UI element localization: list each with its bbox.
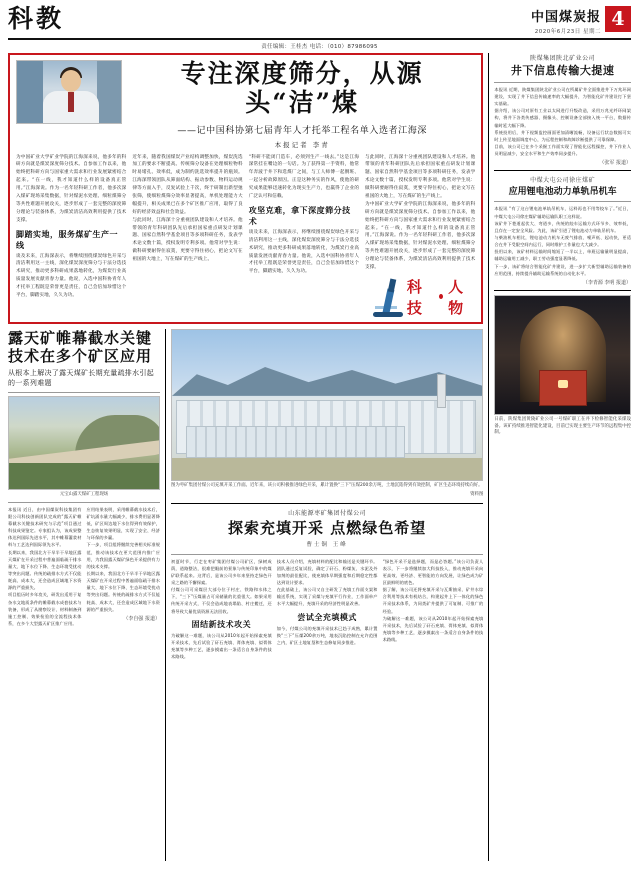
page-number: 4	[605, 6, 631, 32]
masthead-right	[531, 6, 631, 35]
logo-text-right: 人物	[448, 277, 466, 317]
paper-identity	[531, 6, 601, 35]
paragraph: 如今，付煤公司的充填开采技术已趋于成熟，累计置换“三下”压煤200余万吨，地表沉陷控制在允许范围之内，矿区土地复垦和生态修复同步推进。	[276, 625, 378, 645]
paragraph: “科研不能闭门造车，必须到生产一线去。”这是江海深常挂在嘴边的一句话。为了获得第一手资料，他常年奔波于井下和选煤厂之间，与工人师傅一起倒班、一起分析故障原因。正是这种务实的作风，使他的研究成果能够迅速转化为现实生产力，也赢得了企业的广泛认可和信赖。	[248, 154, 360, 199]
paragraph: 应用结果表明，采用帷幕截水技术后，矿坑涌水量大幅减少，排水费用显著降低，矿区周边地下水位得到有效保护，生态恢复效果明显，实现了安全、经济与环保的多赢。	[86, 506, 160, 541]
right-item-2-sign: （李青源 李明 报道）	[582, 279, 631, 286]
article-left-columns	[8, 506, 160, 627]
paragraph: 与柴油机车相比，锂电池动力机车无废气排放、噪声低、起动快，更适合在井下受限空间内运行，同时维护工作量也大大减少。	[494, 234, 631, 248]
paragraph: 本报讯 “有了这台锂电池单轨吊机车，运料再也不用等绞车了。”近日，中煤大屯公司徐庄煤矿辅助运输队职工这样说。	[494, 206, 631, 219]
paragraph: 项目组历时多年攻关，研发出适用于复杂水文地质条件的帷幕截水成套技术与装备，形成了从勘察设计、材料制备到施工控制、效果检验的全流程技术体系，在多个大型露天矿区推广应用。	[8, 592, 82, 626]
article-center-headline: 探索充填开采 点燃绿色希望	[228, 518, 427, 537]
paragraph: 付煤公司可采煤层大部分位于村庄、铁路和水体之下，“三下”压煤量占可采储量的比重很大。如果采用传统开采方式，不仅会造成地表塌陷、村庄搬迁，还将导致大量优质资源无法回收。	[171, 587, 272, 614]
feature-col-3	[249, 154, 359, 318]
paragraph: 长期以来，我国北方干旱半干旱地区露天煤矿在开采过程中普遍面临疏干排水量大、地下水位下降、生态环境受扰动等突出问题。传统的疏排水方式不仅能耗高、成本大，还会造成区域地下水资源的严重损失。	[86, 570, 160, 612]
feature-headline: 专注深度筛分，从源头“洁”煤	[180, 59, 424, 117]
paragraph: 长期以来，我国北方干旱半干旱地区露天煤矿在开采过程中普遍面临疏干排水量大、地下水位下降、生态环境受扰动等突出问题。传统的疏排水方式不仅能耗高、成本大，还会造成区域地下水资源的严重损失。	[8, 549, 82, 591]
right-item-1-headline: 井下信息传输大提速	[510, 64, 615, 77]
right-item-2	[494, 175, 631, 286]
article-center	[171, 329, 483, 861]
right-rail-photo-caption: 日前，陕煤集团黄陵矿业公司一号煤矿职工在井下检修智能化采煤设备。该矿持续推进智能化建设，目前已实现主要生产环节的远程集中控制。	[494, 416, 631, 436]
paragraph: 本报讯 近日，由中国煤炭科技集团有限公司科技创新团队完成的“露天矿帷幕截水关键技术研究与示范”项目通过科技成果鉴定。专家组认为，该成果整体达到国际先进水平，其中帷幕灌浆材料与工艺达到国际领先水平。	[8, 506, 82, 548]
article-left-sign: （李自强 报道）	[123, 615, 160, 622]
right-item-1-kicker: 陕煤集团陕北矿业公司	[530, 55, 596, 62]
article-left-col-1	[8, 506, 82, 627]
column-logo	[365, 276, 475, 318]
feature-text-columns	[16, 154, 475, 318]
lower-articles	[8, 329, 483, 861]
article-center-col-1	[171, 558, 272, 661]
paragraph: 系统投用后，井下视频监控画面更加清晰流畅，设备运行状态数据可实时上传至地面调度中心，为远程控制和故障诊断提供了可靠保障。	[494, 129, 631, 142]
right-item-1-sign: （张军 报道）	[599, 160, 631, 167]
article-center-col-3	[383, 558, 484, 661]
article-left-deck: 从根本上解决了露天煤矿长期充量疏排水引起的一系列难题	[8, 368, 154, 388]
paragraph: 本报讯 近期，陕煤集团陕北矿业公司在所属矿井全面推进井下万兆环网建设，实现了井下信息传输速率的大幅提升，为智能化矿井建设打下坚实基础。	[494, 86, 631, 107]
logo-separator-dot	[439, 294, 443, 299]
feature-subhead-2: 攻坚克难，拿下深度筛分技术	[248, 205, 351, 226]
paper-date: 2020年6月23日 星期二	[534, 29, 601, 35]
feature-header	[16, 60, 475, 149]
article-left-photo	[8, 396, 160, 490]
paragraph: 与此同时，江海深十分重视团队建设和人才培养。他带领的青年科研团队先后承担国家重点研发计划课题、国家自然科学基金项目等多项科研任务，发表学术论文数十篇，授权发明专利多项。他常对学生说：做科研要耐得住寂寞，更要守得住初心，把论文写在祖国的大地上，写在煤矿的生产线上。	[132, 217, 243, 263]
article-center-columns	[171, 558, 483, 661]
feature-col-1	[16, 154, 126, 318]
article-center-subhead-1: 固结新技术攻关	[191, 619, 252, 629]
paragraph: 下一步，项目组将继续完善相关标准规范，推动该技术在更大范围内推广应用，为我国露天煤矿绿色开采提供有力的技术支撑。	[86, 542, 160, 569]
paragraph: 为中国矿业大学矿业学院的江海深来说，他多年的科研方向就是煤炭深度筛分技术。自参加工作以来，他始终把科研方向与国家重大需求和行业发展紧密结合起来。“在一线，我才知道什么样的设备真正管用。”江海深说。作为一名年轻科研工作者，他多次深入煤矿现场采集数据，针对煤泥水处理、细粒煤筛分等共性难题开展攻关，逐步形成了一套完整的深度筛分理论与装备体系，为煤炭清洁高效利用提供了技术支撑。	[16, 154, 127, 223]
microscope-icon	[365, 277, 402, 317]
paragraph: 该矿井下巷道起伏大、弯道多，传统的绞车运输方式环节多、效率低，且存在一定安全风险。为此，该矿引进了锂电池动力单轨吊机车。	[494, 220, 631, 233]
paragraph: 与此同时，江海深十分重视团队建设和人才培养。他带领的青年科研团队先后承担国家重点研发计划课题、国家自然科学基金项目等多项科研任务，发表学术论文数十篇，授权发明专利多项。他常对学生说：做科研要耐得住寂寞，更要守得住初心，把论文写在祖国的大地上，写在煤矿的生产线上。	[365, 154, 476, 199]
paragraph: 近年来，随着我国煤炭产业结构调整加快，煤炭洗选加工的要求不断提高。传统筛分设备在处理细粒物料时易堵孔、效率低，成为制约洗选效率提升的瓶颈。江海深带领团队从筛面结构、振动参数、物料运动规律等方面入手，反复试验上千次，终于研制出新型弛张筛，使细粒煤筛分效率显著提高，单机处理能力大幅提升，相关成果已在多个矿区推广应用，取得了良好的经济效益和社会效益。	[132, 154, 243, 215]
feature-subhead-1: 脚踏实地，服务煤矿生产一线	[16, 229, 118, 250]
article-center-photo-caption: 图为枣矿集团付煤公司充填开采工作面。近年来，该公司积极推进绿色开采，累计置换“三下”压煤200余万吨，土地沉陷得到有效控制，矿区生态环境持续向好。	[171, 482, 483, 488]
article-left-col-2	[87, 506, 161, 627]
editor-credits: 责任编辑：王桂杰 电话：（010）87986095	[261, 44, 378, 50]
paragraph: 为破解这一难题，该公司从2010年起开始探索充填开采技术，先后试验了矸石充填、膏体充填、似膏体充填等多种工艺，逐步摸索出一条适合自身条件的技术路线。	[171, 632, 272, 660]
masthead	[8, 6, 631, 40]
right-item-2-kicker: 中煤大屯公司徐庄煤矿	[530, 177, 596, 185]
logo-text-left: 科技	[406, 277, 424, 317]
paragraph: 技术人员介绍，充填材料的配比和输送是关键环节。团队通过反复试验，确定了矸石、粉煤灰、水泥及外加剂的最佳配比，使充填体早期强度和后期稳定性都达到设计要求。	[276, 558, 378, 585]
feature-byline: 本报记者 李青	[274, 140, 330, 149]
paragraph: 在此基础上，该公司又自主研发了充填工作面支架和输送系统，实现了采煤与充填平行作业，工作面单产水平大幅提升，充填开采的经济性明显改善。	[276, 587, 378, 607]
page-body	[8, 53, 631, 861]
feature-col-2	[132, 154, 242, 318]
paragraph: 初夏时节，行走在枣矿集团付煤公司矿区，绿树成荫，道路整洁，很难把眼前的景象与传统印象中的煤矿联系起来。这背后，是该公司多年来坚持走绿色开采之路的不懈探索。	[171, 558, 272, 585]
right-rail-photo	[494, 295, 631, 415]
paragraph: 谈及未来，江海深表示，将继续围绕煤炭绿色开采与清洁利用这一主线，深化煤炭深度筛分与干法分选技术研究，推动更多科研成果落地转化，为煤炭行业高质量发展贡献青春力量。他说，入选中国科协青年人才托举工程既是荣誉更是责任，自己会倍加珍惜这个平台，脚踏实地，久久为功。	[248, 229, 360, 275]
paragraph: 谈及未来，江海深表示，将继续围绕煤炭绿色开采与清洁利用这一主线，深化煤炭深度筛分与干法分选技术研究，推动更多科研成果落地转化，为煤炭行业高质量发展贡献青春力量。他说，入选中国科协青年人才托举工程既是荣誉更是责任，自己会倍加珍惜这个平台，脚踏实地，久久为功。	[16, 253, 127, 298]
article-center-subhead-2: 尝试全充填模式	[297, 612, 357, 622]
paragraph: 为破解这一难题，该公司从2010年起开始探索充填开采技术，先后试验了矸石充填、膏体充填、似膏体充填等多种工艺，逐步摸索出一条适合自身条件的技术路线。	[382, 615, 484, 643]
feature-headline-block	[129, 60, 475, 149]
portrait-photo	[16, 60, 122, 124]
paragraph: 据了解，该公司还将充填开采与瓦斯抽采、矿井水综合利用等技术有机结合，构建起井上下一体化的绿色开采技术体系，为同类矿井提供了可复制、可推广的经验。	[382, 587, 484, 614]
right-item-2-headline: 应用锂电池动力单轨吊机车	[508, 187, 617, 198]
article-center-col-2	[277, 558, 378, 661]
feature-col-4	[365, 154, 475, 318]
paragraph: 为中国矿业大学矿业学院的江海深来说，他多年的科研方向就是煤炭深度筛分技术。自参加工作以来，他始终把科研方向与国家重大需求和行业发展紧密结合起来。“在一线，我才知道什么样的设备真正管用。”江海深说。作为一名年轻科研工作者，他多次深入煤矿现场采集数据，针对煤泥水处理、细粒煤筛分等共性难题开展攻关，逐步形成了一套完整的深度筛分理论与装备体系，为煤炭清洁高效利用提供了技术支撑。	[365, 201, 476, 270]
paragraph: 目前，该公司已在多个采掘工作面实现了智能化远程操控，井下作业人员明显减少，安全水平和生产效率同步提升。	[494, 143, 631, 157]
feature-subhead: ——记中国科协第七届青年人才托举工程名单入选者江海深	[177, 125, 427, 136]
article-left	[8, 329, 166, 861]
paragraph: 下一步，该矿将结合智能化矿井建设，进一步扩大新型辅助运输装备的应用范围，持续提升辅助运输系统的自动化水平。	[494, 263, 631, 276]
feature-article	[8, 53, 483, 324]
right-item-1	[494, 53, 631, 166]
article-center-byline: 曹士铜 王峰	[306, 541, 348, 548]
main-columns	[8, 53, 483, 861]
right-rail	[488, 53, 631, 861]
paper-name: 中国煤炭报	[530, 10, 601, 25]
paragraph: 投用以来，该矿材料运输时间缩短了一半以上，单班运输量明显提高，辅助运输用工减少，职工劳动强度显著降低。	[494, 249, 631, 262]
article-left-headline: 露天矿帷幕截水关键技术在多个矿区应用	[8, 328, 153, 365]
article-center-kicker: 山东能源枣矿集团付煤公司	[288, 509, 367, 517]
article-center-photo	[171, 329, 483, 481]
paragraph: 据介绍，该公司对原有工业以太网进行升级改造，采用万兆光纤环网架构，将井下各类传感器、摄像头、控制设备全部接入统一平台，数据传输时延大幅下降。	[494, 108, 631, 128]
section-title: 科教	[8, 4, 65, 33]
paragraph: “绿色开采不是选择题，而是必答题。”该公司负责人表示，下一步将继续加大科技投入，推动充填开采向更高效、更经济、更智能的方向发展，让绿色成为矿区最鲜明的底色。	[382, 558, 484, 585]
masthead-left	[8, 6, 64, 31]
article-center-photo-credit: 资料图	[470, 491, 484, 497]
article-left-photo-caption: 元宝山露天煤矿工程现场	[59, 491, 109, 497]
